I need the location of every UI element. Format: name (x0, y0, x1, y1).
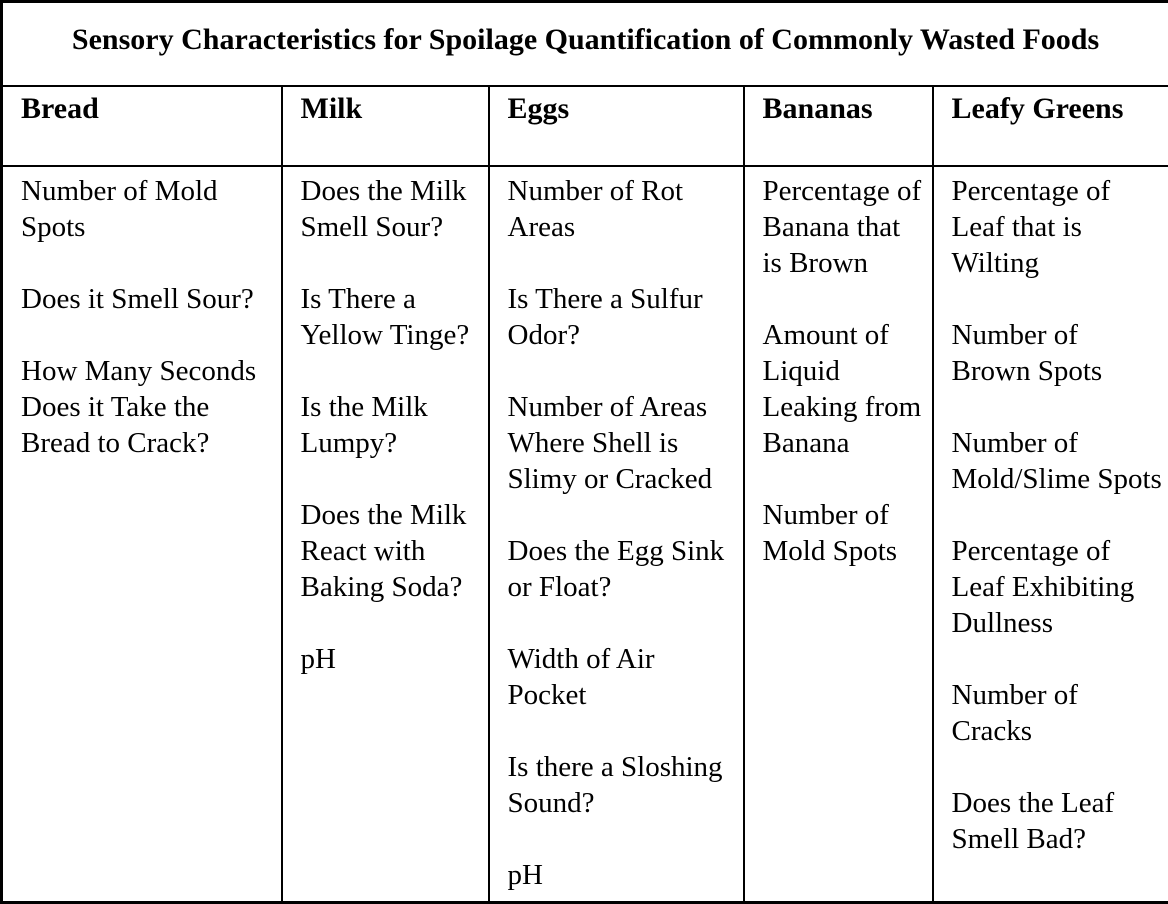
column-header-milk: Milk (282, 86, 489, 166)
characteristic-item: Number of Mold Spots (763, 497, 926, 569)
column-cell-bananas (744, 166, 933, 903)
characteristic-item: Is the Milk Lumpy? (301, 389, 482, 461)
characteristic-item: pH (508, 857, 737, 893)
column-cell-milk (282, 166, 489, 903)
characteristic-item: Number of Mold/Slime Spots (952, 425, 1163, 497)
characteristic-item: Does the Milk React with Baking Soda? (301, 497, 482, 605)
column-cell-leafy-greens (933, 166, 1168, 903)
column-header-bananas: Bananas (744, 86, 933, 166)
header-row (2, 86, 1168, 166)
characteristic-item: Number of Areas Where Shell is Slimy or Cracked (508, 389, 737, 497)
characteristic-item: Number of Brown Spots (952, 317, 1163, 389)
characteristic-item: Does the Egg Sink or Float? (508, 533, 737, 605)
body-row (2, 166, 1168, 903)
column-header-leafy-greens: Leafy Greens (933, 86, 1168, 166)
column-header-bread: Bread (2, 86, 282, 166)
characteristic-item: Number of Rot Areas (508, 173, 737, 245)
characteristic-item: Is there a Sloshing Sound? (508, 749, 737, 821)
column-header-eggs: Eggs (489, 86, 744, 166)
characteristic-item: Does it Smell Sour? (21, 281, 275, 317)
column-cell-eggs (489, 166, 744, 903)
table-title: Sensory Characteristics for Spoilage Quantification of Commonly Wasted Foods (2, 2, 1168, 86)
characteristic-item: Number of Mold Spots (21, 173, 275, 245)
characteristic-item: Does the Leaf Smell Bad? (952, 785, 1163, 857)
characteristic-item: Is There a Sulfur Odor? (508, 281, 737, 353)
characteristic-item: pH (301, 641, 482, 677)
characteristic-item: Number of Cracks (952, 677, 1163, 749)
characteristic-item: Amount of Liquid Leaking from Banana (763, 317, 926, 461)
column-cell-bread (2, 166, 282, 903)
characteristic-item: Percentage of Leaf that is Wilting (952, 173, 1163, 281)
characteristic-item: Width of Air Pocket (508, 641, 737, 713)
characteristic-item: Percentage of Leaf Exhibiting Dullness (952, 533, 1163, 641)
characteristic-item: Does the Milk Smell Sour? (301, 173, 482, 245)
title-row (2, 2, 1168, 86)
characteristic-item: Is There a Yellow Tinge? (301, 281, 482, 353)
characteristic-item: How Many Seconds Does it Take the Bread to Crack? (21, 353, 275, 461)
characteristic-item: Percentage of Banana that is Brown (763, 173, 926, 281)
